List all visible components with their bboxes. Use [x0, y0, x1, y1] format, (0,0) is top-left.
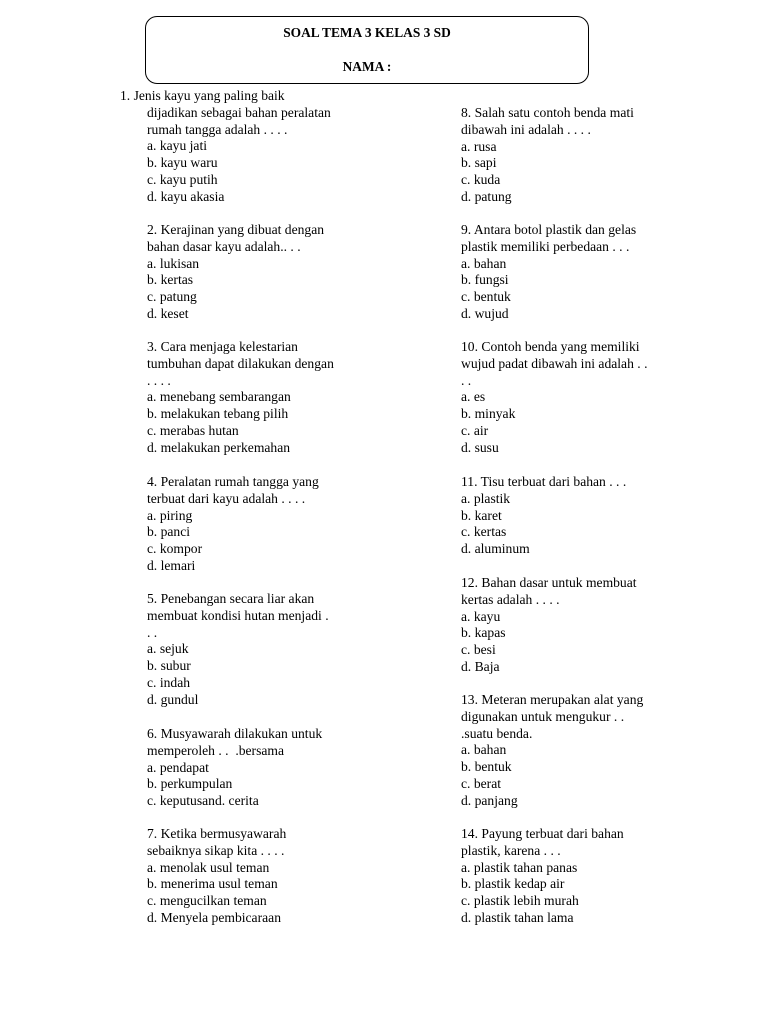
answer-option: c. berat [461, 775, 501, 791]
question-text-line: plastik, karena . . . [461, 842, 561, 858]
question-4 [147, 474, 319, 575]
answer-option: c. kertas [461, 524, 507, 540]
question-text-line: 3. Cara menjaga kelestarian [147, 339, 298, 354]
answer-option: c. mengucilkan teman [147, 893, 267, 909]
answer-option: c. besi [461, 642, 496, 658]
question-text-line: 1. Jenis kayu yang paling baik [120, 88, 285, 103]
question-text-line: 9. Antara botol plastik dan gelas [461, 222, 637, 237]
question-8 [461, 105, 634, 206]
question-text-line: . . [147, 624, 158, 640]
answer-option: d. susu [461, 439, 499, 455]
answer-option: c. merabas hutan [147, 422, 239, 438]
answer-option: c. patung [147, 289, 197, 305]
answer-option: d. Menyela pembicaraan [147, 909, 281, 925]
answer-option: d. panjang [461, 792, 518, 808]
answer-option: c. air [461, 422, 489, 438]
question-text-line: terbuat dari kayu adalah . . . . [147, 490, 306, 506]
question-text-line: kertas adalah . . . . [461, 591, 560, 607]
question-13 [461, 692, 643, 810]
question-2 [147, 222, 324, 323]
answer-option: d. melakukan perkemahan [147, 439, 291, 455]
answer-option: b. minyak [461, 406, 516, 422]
question-7 [147, 826, 286, 927]
question-text-line: 13. Meteran merupakan alat yang [461, 692, 644, 707]
answer-option: b. panci [147, 524, 191, 540]
answer-option: b. sapi [461, 155, 497, 171]
answer-option: a. kayu [461, 608, 501, 624]
question-text-line: dibawah ini adalah . . . . [461, 121, 591, 137]
question-10 [461, 339, 647, 457]
question-text-line: bahan dasar kayu adalah.. . . [147, 238, 301, 254]
question-5 [147, 591, 329, 709]
answer-option: d. keset [147, 305, 189, 321]
question-text-line: dijadikan sebagai bahan peralatan [147, 104, 331, 120]
answer-option: a. lukisan [147, 255, 200, 271]
question-text-line: membuat kondisi hutan menjadi . [147, 607, 329, 623]
question-text-line: 12. Bahan dasar untuk membuat [461, 575, 637, 590]
question-9 [461, 222, 636, 323]
answer-option: c. keputusand. cerita [147, 793, 259, 809]
answer-option: a. bahan [461, 255, 507, 271]
question-text-line: digunakan untuk mengukur . . [461, 708, 625, 724]
question-1 [120, 88, 331, 206]
answer-option: c. kompor [147, 541, 203, 557]
answer-option: a. menebang sembarangan [147, 389, 291, 405]
answer-option: a. es [461, 389, 486, 405]
question-6 [147, 726, 322, 810]
answer-option: d. lemari [147, 557, 196, 573]
answer-option: a. piring [147, 507, 193, 523]
answer-option: a. menolak usul teman [147, 859, 270, 875]
question-11 [461, 474, 626, 558]
question-text-line: 2. Kerajinan yang dibuat dengan [147, 222, 325, 237]
question-text-line: tumbuhan dapat dilakukan dengan [147, 355, 334, 371]
question-text-line: 8. Salah satu contoh benda mati [461, 105, 634, 120]
answer-option: b. perkumpulan [147, 776, 233, 792]
answer-option: c. bentuk [461, 289, 511, 305]
answer-option: b. subur [147, 658, 191, 674]
question-text-line: 4. Peralatan rumah tangga yang [147, 474, 319, 489]
answer-option: b. fungsi [461, 272, 509, 288]
question-text-line: .suatu benda. [461, 725, 533, 741]
answer-option: a. plastik tahan panas [461, 859, 578, 875]
answer-option: b. kapas [461, 625, 506, 641]
answer-option: d. wujud [461, 305, 509, 321]
name-label: NAMA : [342, 59, 392, 74]
question-text-line: 10. Contoh benda yang memiliki [461, 339, 640, 354]
answer-option: a. kayu jati [147, 138, 208, 154]
question-text-line: 7. Ketika bermusyawarah [147, 826, 287, 841]
question-text-line: 11. Tisu terbuat dari bahan . . . [461, 474, 627, 489]
answer-option: c. kayu putih [147, 171, 218, 187]
question-3 [147, 339, 334, 457]
question-12 [461, 575, 637, 676]
question-text-line: 14. Payung terbuat dari bahan [461, 826, 624, 841]
answer-option: d. gundul [147, 691, 199, 707]
answer-option: d. Baja [461, 658, 500, 674]
question-14 [461, 826, 624, 927]
question-text-line: . . [461, 372, 472, 388]
answer-option: a. pendapat [147, 759, 209, 775]
answer-option: b. karet [461, 507, 502, 523]
answer-option: b. bentuk [461, 759, 512, 775]
answer-option: d. patung [461, 188, 512, 204]
answer-option: d. plastik tahan lama [461, 909, 574, 925]
answer-option: d. kayu akasia [147, 188, 225, 204]
answer-option: b. menerima usul teman [147, 876, 278, 892]
question-text-line: . . . . [147, 372, 171, 388]
header-box [145, 16, 589, 84]
answer-option: a. bahan [461, 742, 507, 758]
answer-option: a. rusa [461, 138, 497, 154]
question-text-line: wujud padat dibawah ini adalah . . [461, 355, 648, 371]
question-text-line: plastik memiliki perbedaan . . . [461, 238, 630, 254]
answer-option: a. plastik [461, 490, 511, 506]
answer-option: d. aluminum [461, 541, 530, 557]
answer-option: c. indah [147, 674, 191, 690]
question-text-line: 6. Musyawarah dilakukan untuk [147, 726, 323, 741]
question-text-line: sebaiknya sikap kita . . . . [147, 842, 285, 858]
answer-option: a. sejuk [147, 641, 189, 657]
answer-option: b. kertas [147, 272, 194, 288]
worksheet-title: SOAL TEMA 3 KELAS 3 SD [283, 25, 451, 40]
question-text-line: rumah tangga adalah . . . . [147, 121, 288, 137]
answer-option: b. melakukan tebang pilih [147, 406, 289, 422]
answer-option: b. kayu waru [147, 155, 218, 171]
answer-option: c. plastik lebih murah [461, 893, 579, 909]
question-text-line: 5. Penebangan secara liar akan [147, 591, 315, 606]
answer-option: b. plastik kedap air [461, 876, 565, 892]
question-text-line: memperoleh . . .bersama [147, 742, 285, 758]
answer-option: c. kuda [461, 172, 501, 188]
